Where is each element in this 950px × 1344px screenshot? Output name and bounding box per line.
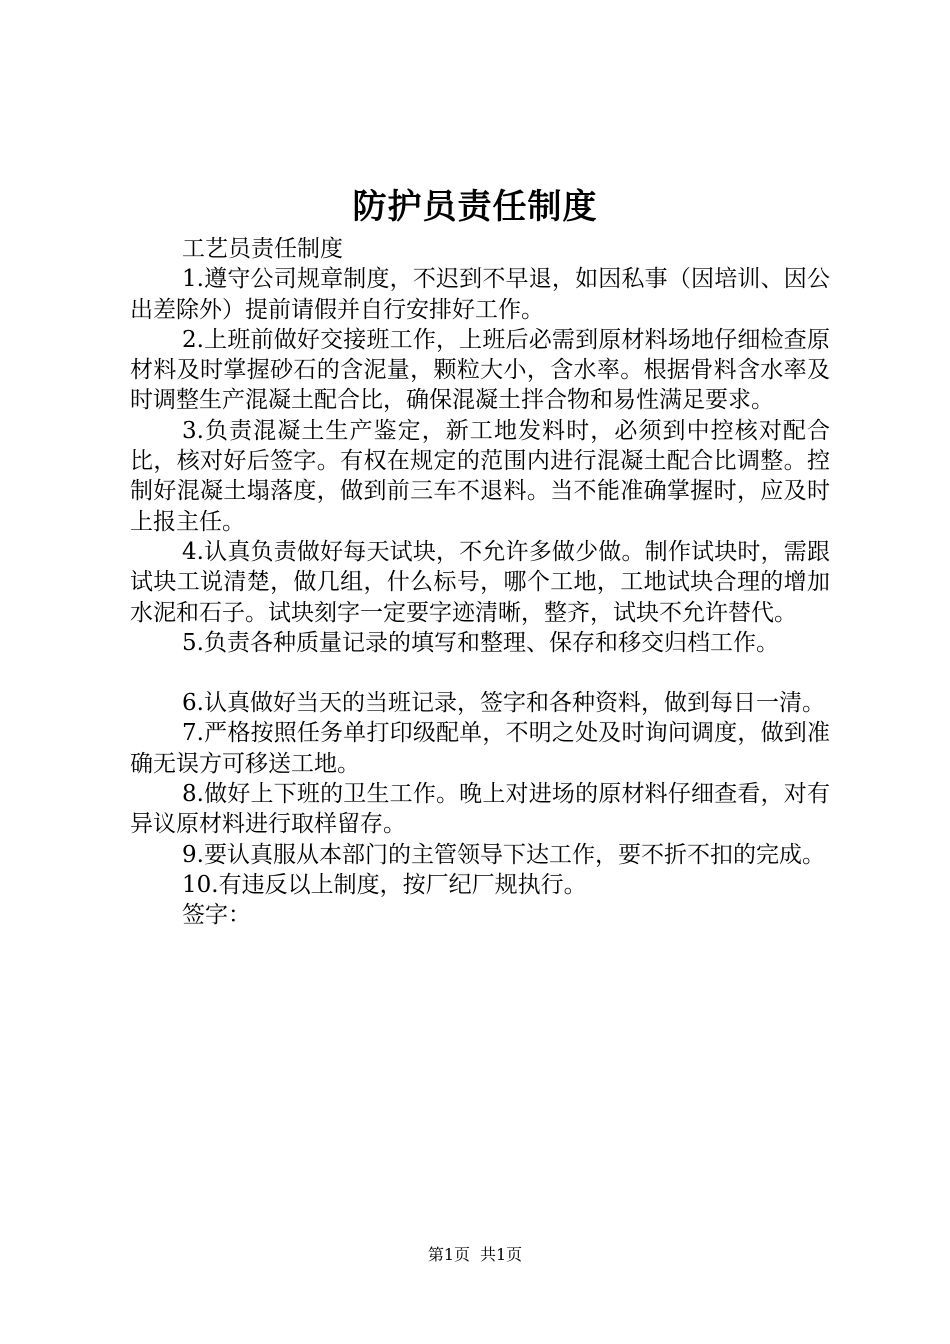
paragraph-item-5: 5.负责各种质量记录的填写和整理、保存和移交归档工作。 — [182, 629, 779, 656]
paragraph-item-8: 8.做好上下班的卫生工作。晚上对进场的原材料仔细查看，对有异议原材料进行取样留存。 — [130, 781, 830, 838]
document-body — [130, 234, 830, 931]
paragraph-item-9: 9.要认真服从本部门的主管领导下达工作，要不折不扣的完成。 — [182, 841, 825, 868]
page-total: 共1页 — [480, 1245, 523, 1264]
paragraph-item-3: 3.负责混凝土生产鉴定，新工地发料时，必须到中控核对配合比，核对好后签字。有权在规定的范围内进行混凝土配合比调整。控制好混凝土塌落度，做到前三车不退料。当不能准确掌握时，应及时上报主任。 — [130, 417, 830, 535]
paragraph-item-10: 10.有违反以上制度，按厂纪厂规执行。 — [182, 871, 587, 898]
page-footer — [0, 1244, 950, 1266]
paragraph-item-7: 7.严格按照任务单打印级配单，不明之处及时询问调度，做到准确无误方可移送工地。 — [130, 720, 830, 777]
paragraph-item-4: 4.认真负责做好每天试块，不允许多做少做。制作试块时，需跟试块工说清楚，做几组，什么标号，哪个工地，工地试块合理的增加水泥和石子。试块刻字一定要字迹清晰，整齐，试块不允许替代。 — [130, 538, 830, 626]
page-number: 第1页 — [427, 1245, 470, 1264]
paragraph-item-6: 6.认真做好当天的当班记录，签字和各种资料，做到每日一清。 — [182, 690, 825, 717]
document-title: 防护员责任制度 — [352, 187, 598, 227]
paragraph-item-2: 2.上班前做好交接班工作，上班后必需到原材料场地仔细检查原材料及时掌握砂石的含泥量，颗粒大小，含水率。根据骨料含水率及时调整生产混凝土配合比，确保混凝土拌合物和易性满足要求。 — [130, 326, 830, 414]
paragraph-item-1: 1.遵守公司规章制度，不迟到不早退，如因私事（因培训、因公出差除外）提前请假并自行安排好工作。 — [130, 266, 830, 323]
signature-label: 签字： — [182, 902, 251, 929]
paragraph-subtitle: 工艺员责任制度 — [182, 236, 343, 262]
